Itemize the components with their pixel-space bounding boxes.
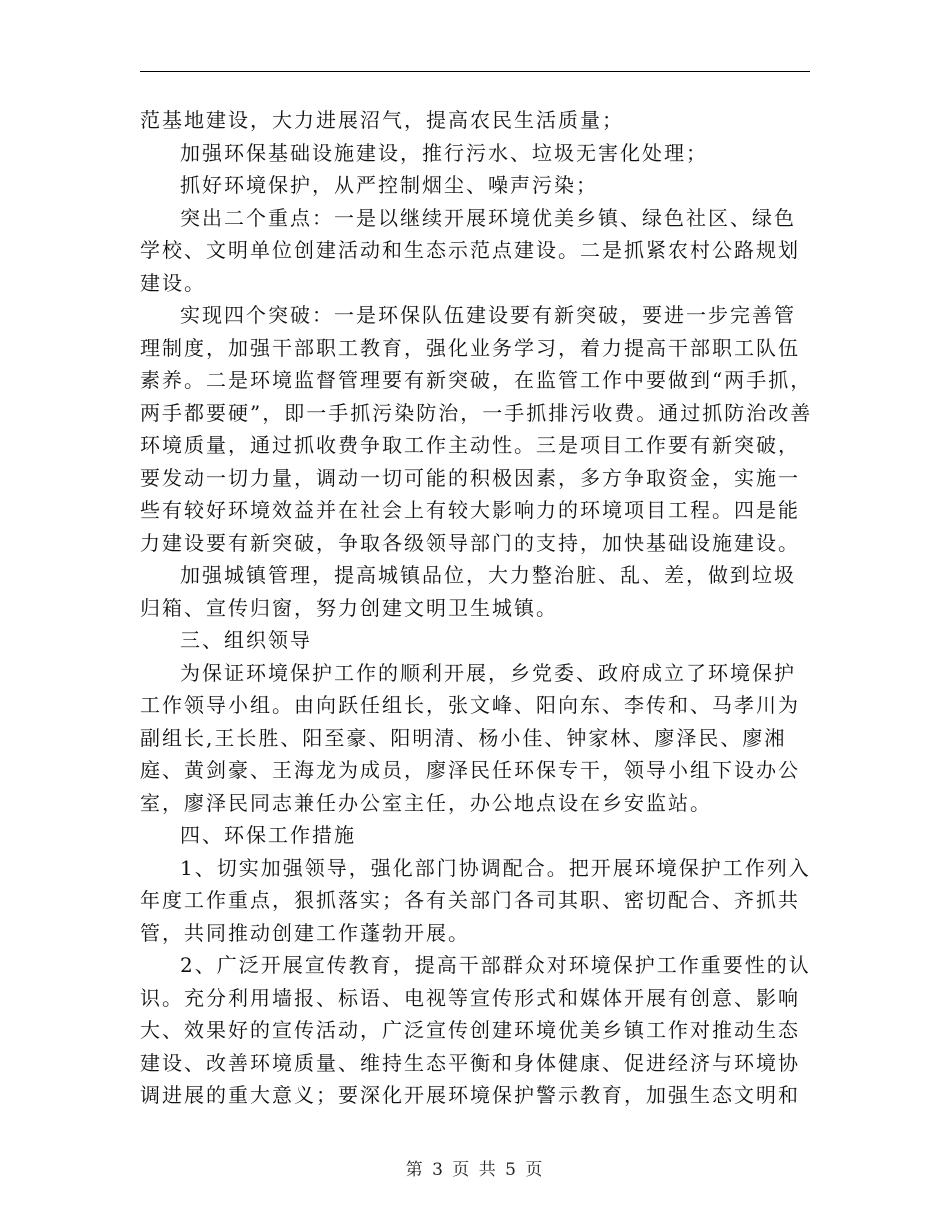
paragraph: 2、广泛开展宣传教育，提高干部群众对环境保护工作重要性的认识。充分利用墙报、标语、电视等宣传形式和媒体开展有创意、影响大、效果好的宣传活动，广泛宣传创建环境优美乡镇工作对推动生态建设、改善环境质量、维持生态平衡和身体健康、促进经济与环境协调进展的重大意义；要深化开展环境保护警示教育，加强生态文明和: [140, 953, 811, 1107]
paragraph: 为保证环境保护工作的顺利开展，乡党委、政府成立了环境保护工作领导小组。由向跃任组长，张文峰、阳向东、李传和、马孝川为副组长,王长胜、阳至豪、阳明清、杨小佳、钟家林、廖泽民、廖湘庭、黄剑豪、王海龙为成员，廖泽民任环保专干，领导小组下设办公室，廖泽民同志兼任办公室主任，办公地点设在乡安监站。: [140, 660, 800, 815]
paragraph: 范基地建设，大力进展沼气，提高农民生活质量；: [140, 108, 624, 132]
header-rule: [140, 71, 810, 72]
section-heading: 四、环保工作措施: [180, 823, 356, 847]
paragraph: 加强环保基础设施建设，推行污水、垃圾无害化处理；: [180, 140, 708, 165]
paragraph: 突出二个重点：一是以继续开展环境优美乡镇、绿色社区、绿色学校、文明单位创建活动和生态示范点建设。二是抓紧农村公路规划建设。: [140, 205, 800, 295]
paragraph: 抓好环境保护，从严控制烟尘、噪声污染；: [180, 173, 598, 197]
paragraph: 实现四个突破：一是环保队伍建设要有新突破，要进一步完善管理制度，加强干部职工教育，强化业务学习，着力提高干部职工队伍素养。二是环境监督管理要有新突破，在监管工作中要做到“两手抓，两手都要硬”，即一手抓污染防治，一手抓排污收费。通过抓防治改善环境质量，通过抓收费争取工作主动性。三是项目工作要有新突破，要发动一切力量，调动一切可能的积极因素，多方争取资金，实施一些有较好环境效益并在社会上有较大影响力的环境项目工程。四是能力建设要有新突破，争取各级领导部门的支持，加快基础设施建设。: [140, 303, 813, 555]
page-number: 第 3 页 共 5 页: [405, 1160, 545, 1180]
paragraph: 1、切实加强领导，强化部门协调配合。把开展环境保护工作列入年度工作重点，狠抓落实；各有关部门各司其职、密切配合、齐抓共管，共同推动创建工作蓬勃开展。: [140, 855, 811, 945]
document-body: [140, 104, 815, 1112]
paragraph: 加强城镇管理，提高城镇品位，大力整治脏、乱、差，做到垃圾归箱、宣传归窗，努力创建文明卫生城镇。: [140, 563, 796, 620]
section-heading: 三、组织领导: [180, 628, 312, 652]
